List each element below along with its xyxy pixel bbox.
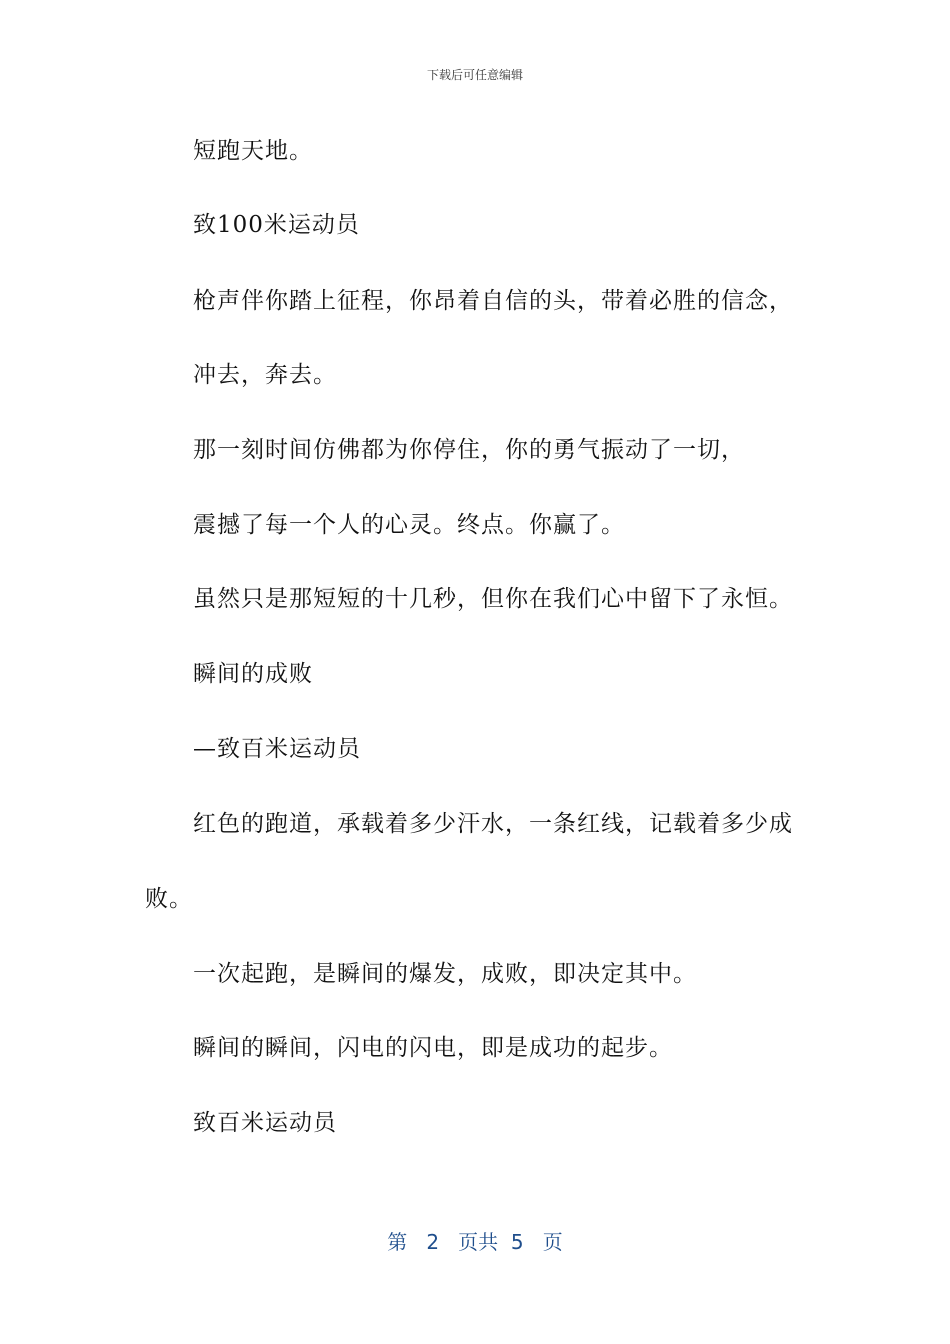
footer-total-pages: 5 xyxy=(510,1230,524,1254)
page-footer xyxy=(0,1226,950,1255)
paragraph: 枪声伴你踏上征程，你昂着自信的头，带着必胜的信念， xyxy=(193,288,793,314)
paragraph: —致百米运动员 xyxy=(193,736,361,762)
paragraph: 致100米运动员 xyxy=(193,212,360,238)
paragraph: 一次起跑，是瞬间的爆发，成败，即决定其中。 xyxy=(193,961,697,987)
footer-suffix: 页 xyxy=(542,1230,563,1254)
paragraph: 瞬间的成败 xyxy=(193,661,313,687)
paragraph: 那一刻时间仿佛都为你停住，你的勇气振动了一切， xyxy=(193,437,745,463)
footer-current-page: 2 xyxy=(426,1230,440,1254)
paragraph: 虽然只是那短短的十几秒，但你在我们心中留下了永恒。 xyxy=(193,586,793,612)
footer-prefix: 第 xyxy=(387,1230,408,1254)
footer-middle: 页共 xyxy=(458,1230,499,1254)
paragraph: 红色的跑道，承载着多少汗水，一条红线，记载着多少成 xyxy=(193,811,793,837)
paragraph: 致百米运动员 xyxy=(193,1110,337,1136)
paragraph: 冲去，奔去。 xyxy=(193,362,337,388)
paragraph: 瞬间的瞬间，闪电的闪电，即是成功的起步。 xyxy=(193,1035,673,1061)
paragraph: 震撼了每一个人的心灵。终点。你赢了。 xyxy=(193,512,625,538)
page-header: 下载后可任意编辑 xyxy=(426,68,523,82)
paragraph: 短跑天地。 xyxy=(193,138,313,164)
paragraph: 败。 xyxy=(145,886,193,912)
